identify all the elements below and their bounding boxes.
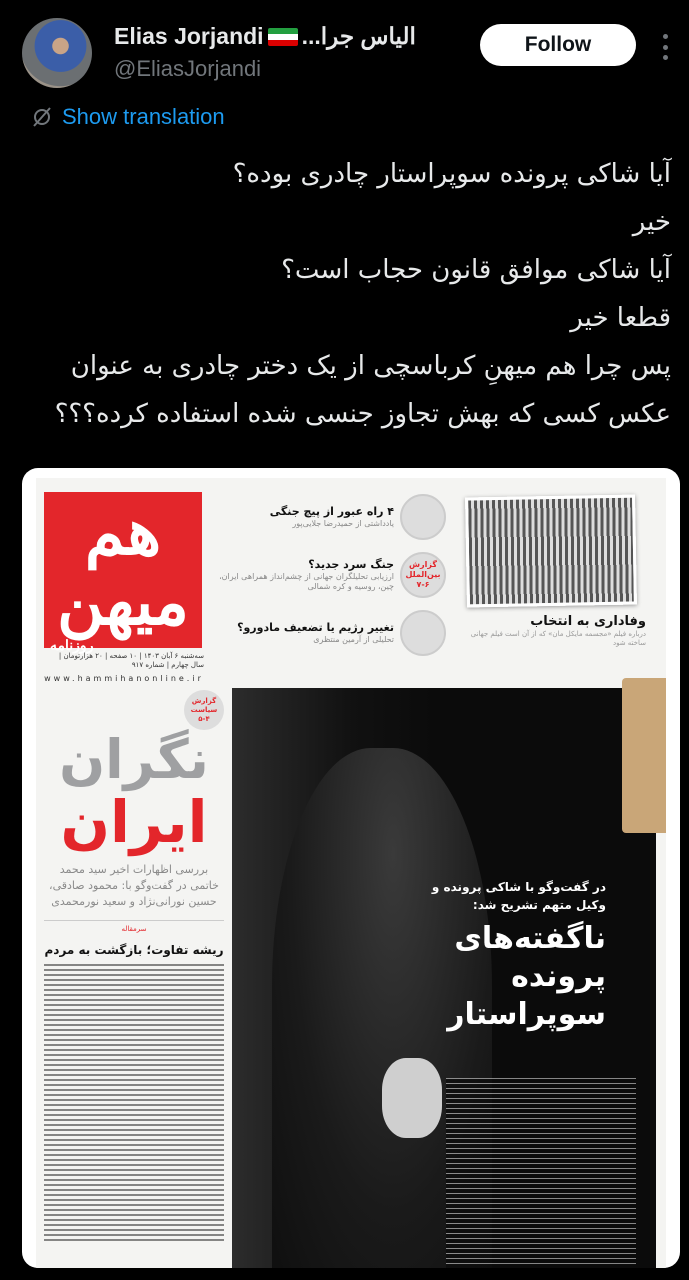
tan-sidebar — [622, 678, 666, 833]
more-vertical-icon[interactable] — [662, 34, 668, 60]
translate-icon — [30, 105, 54, 129]
cover-headline: در گفت‌وگو با شاکی پرونده و وکیل متهم تشریح شد: ناگفته‌های پرونده سوپراستار — [431, 880, 606, 1032]
section-badge: گزارش سیاست ۴-۵ — [184, 690, 224, 730]
portrait — [400, 494, 446, 540]
tweet-line: عکس کسی که بهش تجاوز جنسی شده استفاده کرده؟؟؟ — [54, 399, 671, 429]
website: www.hammihanonline.ir — [44, 674, 204, 683]
hand — [382, 1058, 442, 1138]
badge: گزارش بین‌الملل ۶-۷ — [400, 552, 446, 598]
newspaper-logo: هم میهن روزنامه — [44, 492, 202, 648]
feature-caption: وفاداری به انتخاب درباره فیلم «مجسمه مایکل مان» که از آن است فیلم جهانی ساخته شود — [470, 614, 646, 647]
headlines — [216, 490, 446, 664]
show-translation-link[interactable]: Show translation — [30, 104, 225, 130]
headline: ۴ راه عبور از پیچ جنگی یادداشتی از حمیدرضا جلایی‌پور — [216, 490, 446, 544]
tweet-line: خیر — [632, 207, 671, 237]
dot — [663, 45, 668, 50]
tweet-text — [11, 150, 671, 438]
author-name[interactable]: Elias Jorjandi ...الیاس جرا — [114, 23, 416, 49]
page-thumbnail — [465, 495, 637, 608]
tweet-line: پس چرا هم میهنِ کرباسچی از یک دختر چادری به عنوان — [70, 351, 671, 381]
headline: تغییر رژیم یا تضعیف مادورو؟ تحلیلی از آرمین منتظری — [216, 606, 446, 660]
dot — [663, 34, 668, 39]
newspaper-front-page — [36, 478, 666, 1268]
cover-photo — [232, 688, 656, 1268]
tweet-line: قطعا خیر — [570, 303, 671, 333]
author-handle[interactable]: @EliasJorjandi — [114, 56, 262, 81]
tweet-image[interactable] — [22, 468, 680, 1268]
lead-story: گزارش سیاست ۴-۵ نگران ایران بررسی اظهارات اخیر سید محمد خاتمی در گفت‌وگو با: محمود صادقی، حسین نورانی‌نژاد و سعید نورمحمدی سرمقاله ریشه تفاوت؛ بازگشت به مردم — [44, 690, 224, 1268]
headline: گزارش بین‌الملل ۶-۷ جنگ سرد جدید؟ ارزیابی تحلیلگران جهانی از چشم‌انداز همراهی ایران، چین، روسیه و کره شمالی — [216, 548, 446, 602]
dateline: سه‌شنبه ۶ آبان ۱۴۰۳ | ۱۰ صفحه | ۲۰ هزارتومان | سال چهارم | شماره ۹۱۷ — [58, 652, 204, 669]
portrait — [400, 610, 446, 656]
tweet-line: آیا شاکی موافق قانون حجاب است؟ — [281, 255, 671, 285]
avatar[interactable] — [22, 18, 92, 88]
tweet-line: آیا شاکی پرونده سوپراستار چادری بوده؟ — [232, 159, 671, 189]
follow-button[interactable]: Follow — [480, 24, 636, 66]
body-text — [446, 1078, 636, 1268]
dot — [663, 55, 668, 60]
iran-flag-icon — [268, 28, 298, 46]
body-text — [44, 964, 224, 1244]
